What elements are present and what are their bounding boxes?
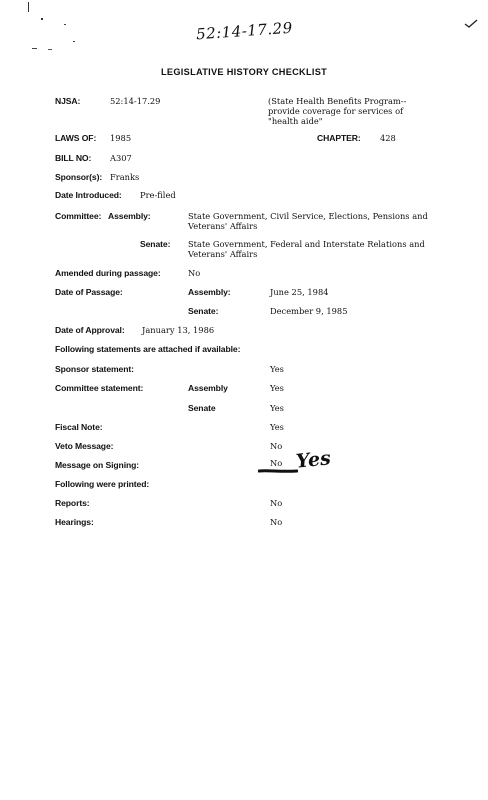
passage-senate-value: December 9, 1985 — [270, 306, 348, 316]
approval-value: January 13, 1986 — [142, 325, 215, 335]
scan-speck — [48, 49, 52, 50]
message-signing-label: Message on Signing: — [55, 460, 140, 470]
committee-label: Committee: — [55, 211, 102, 221]
hearings-label: Hearings: — [55, 517, 94, 527]
passage-assembly-label: Assembly: — [188, 287, 231, 297]
scan-speck — [73, 41, 75, 42]
sponsor-statement-label: Sponsor statement: — [55, 364, 134, 374]
handwritten-reference: 52:14-17.29 — [195, 18, 294, 44]
check-mark-icon — [464, 14, 478, 33]
committee-statement-assembly-value: Yes — [270, 383, 284, 393]
njsa-value: 52:14-17.29 — [110, 96, 161, 106]
approval-label: Date of Approval: — [55, 325, 125, 335]
reports-label: Reports: — [55, 498, 90, 508]
laws-of-value: 1985 — [110, 133, 132, 143]
sponsors-label: Sponsor(s): — [55, 172, 103, 182]
fiscal-note-value: Yes — [270, 422, 284, 432]
committee-statement-assembly-label: Assembly — [188, 383, 228, 393]
hearings-value: No — [270, 517, 283, 527]
veto-message-value: No — [270, 441, 283, 451]
date-introduced-label: Date Introduced: — [55, 190, 122, 200]
passage-senate-label: Senate: — [188, 306, 219, 316]
bill-no-value: A307 — [110, 153, 132, 163]
committee-senate-label: Senate: — [140, 239, 171, 249]
margin-mark-top — [28, 2, 29, 12]
laws-of-label: LAWS OF: — [55, 133, 97, 143]
scan-speck — [32, 48, 37, 49]
message-signing-handwritten-value: Yes — [294, 447, 332, 473]
passage-label: Date of Passage: — [55, 287, 123, 297]
amended-label: Amended during passage: — [55, 268, 161, 278]
fiscal-note-label: Fiscal Note: — [55, 422, 103, 432]
message-signing-struck-value: No — [270, 458, 283, 468]
njsa-description: (State Health Benefits Program--provide coverage for services of "health aide" — [268, 96, 407, 126]
scan-speck — [64, 24, 66, 25]
committee-senate-value: State Government, Federal and Interstate Relations and Veterans' Affairs — [188, 239, 425, 259]
printed-heading: Following were printed: — [55, 479, 150, 489]
committee-assembly-label: Assembly: — [108, 211, 151, 221]
statements-heading: Following statements are attached if available: — [55, 344, 241, 354]
passage-assembly-value: June 25, 1984 — [270, 287, 329, 297]
chapter-label: CHAPTER: — [317, 133, 361, 143]
committee-statement-label: Committee statement: — [55, 383, 144, 393]
chapter-value: 428 — [380, 133, 396, 143]
committee-statement-senate-label: Senate — [188, 403, 216, 413]
njsa-label: NJSA: — [55, 96, 81, 106]
date-introduced-value: Pre-filed — [140, 190, 176, 200]
scan-speck — [41, 18, 43, 20]
veto-message-label: Veto Message: — [55, 441, 114, 451]
bill-no-label: BILL NO: — [55, 153, 92, 163]
sponsors-value: Franks — [110, 172, 140, 182]
committee-assembly-value: State Government, Civil Service, Elections, Pensions and Veterans' Affairs — [188, 211, 428, 231]
reports-value: No — [270, 498, 283, 508]
page-title: LEGISLATIVE HISTORY CHECKLIST — [161, 67, 328, 77]
committee-statement-senate-value: Yes — [270, 403, 284, 413]
strike-through-mark — [258, 460, 298, 479]
amended-value: No — [188, 268, 201, 278]
sponsor-statement-value: Yes — [270, 364, 284, 374]
